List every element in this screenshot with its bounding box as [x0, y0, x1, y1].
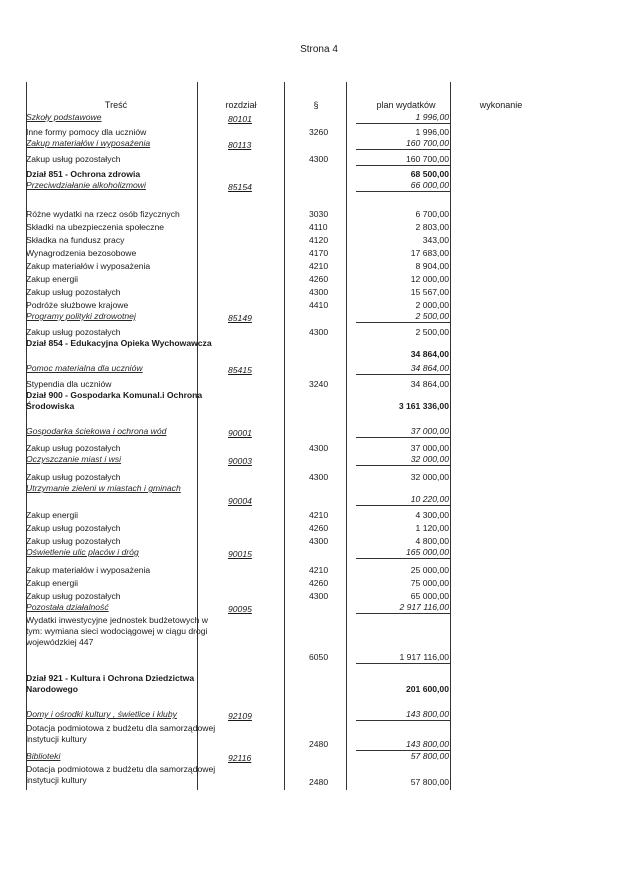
row-description: Stypendia dla uczniów — [26, 379, 112, 389]
row-description: Zakup usług pozostałych — [26, 472, 121, 482]
row-description: Składki na ubezpieczenia społeczne — [26, 222, 165, 232]
row-description: Dział 851 - Ochrona zdrowia — [26, 169, 141, 179]
row-description: Inne formy pomocy dla uczniów — [26, 127, 147, 137]
row-description: Różne wydatki na rzecz osób fizycznych — [26, 209, 180, 219]
row-description: Oświetlenie ulic placów i dróg — [26, 547, 139, 557]
amount-underline — [356, 374, 450, 375]
row-paragraf: 3030 — [309, 209, 329, 219]
row-description: Zakup materiałów i wyposażenia — [26, 138, 151, 148]
amount-underline — [356, 558, 450, 559]
header-rozdzial: rozdział — [225, 100, 257, 110]
row-description: Dział 900 - Gospodarka Komunal.i Ochrona Środowiska — [26, 390, 203, 411]
row-amount: 34 864,00 — [410, 379, 449, 389]
row-paragraf: 4170 — [309, 248, 329, 258]
header-wykonanie: wykonanie — [479, 100, 523, 110]
row-description: Dział 921 - Kultura i Ochrona Dziedzictwa Narodowego — [26, 673, 195, 694]
row-amount: 2 500,00 — [415, 327, 449, 337]
row-amount: 15 567,00 — [410, 287, 449, 297]
expenditure-table — [26, 82, 523, 790]
row-amount: 4 300,00 — [415, 510, 449, 520]
row-rozdzial: 80101 — [228, 114, 252, 124]
row-amount: 34 864,00 — [410, 363, 449, 373]
row-amount: 1 917 116,00 — [399, 652, 449, 662]
row-description: Zakup usług pozostałych — [26, 591, 121, 601]
header-plan: plan wydatków — [376, 100, 436, 110]
row-amount: 1 996,00 — [415, 112, 449, 122]
row-description: Dotacja podmiotowa z budżetu dla samorządowej instytucji kultury — [26, 764, 216, 785]
row-paragraf: 4300 — [309, 443, 329, 453]
row-description: Zakup usług pozostałych — [26, 536, 121, 546]
row-amount: 6 700,00 — [415, 209, 449, 219]
row-description: Pomoc materialna dla uczniów — [26, 363, 143, 373]
row-description: Przeciwdziałanie alkoholizmowi — [26, 180, 146, 190]
row-amount: 65 000,00 — [410, 591, 449, 601]
row-amount: 143 800,00 — [405, 739, 449, 749]
row-description: Podróże służbowe krajowe — [26, 300, 129, 310]
row-paragraf: 4210 — [309, 565, 329, 575]
row-description: Utrzymanie zieleni w miastach i gminach — [26, 483, 181, 493]
row-description: Programy polityki zdrowotnej — [26, 311, 136, 321]
row-amount: 57 800,00 — [410, 751, 449, 761]
header-paragraf: § — [313, 100, 319, 110]
row-paragraf: 6050 — [309, 652, 329, 662]
row-description: Składka na fundusz pracy — [26, 235, 125, 245]
row-paragraf: 4110 — [309, 222, 328, 232]
col-divider — [346, 82, 347, 790]
row-description: Gospodarka ściekowa i ochrona wód — [26, 426, 167, 436]
row-rozdzial: 85154 — [228, 182, 252, 192]
row-description: Domy i ośrodki kultury , świetlice i kluby — [26, 709, 177, 719]
row-description: Szkoły podstawowe — [26, 112, 102, 122]
row-description: Zakup usług pozostałych — [26, 287, 121, 297]
row-amount: 25 000,00 — [410, 565, 449, 575]
row-rozdzial: 90004 — [228, 496, 252, 506]
col-divider — [450, 82, 451, 790]
row-amount: 1 996,00 — [415, 127, 449, 137]
row-rozdzial: 85149 — [228, 313, 252, 323]
row-amount: 3 161 336,00 — [398, 401, 449, 411]
header-tresc: Treść — [104, 100, 128, 110]
row-rozdzial: 85415 — [228, 365, 252, 375]
row-paragraf: 4410 — [309, 300, 329, 310]
row-amount: 12 000,00 — [410, 274, 449, 284]
row-amount: 75 000,00 — [410, 578, 449, 588]
row-paragraf: 4300 — [309, 154, 329, 164]
row-amount: 34 864,00 — [410, 349, 449, 359]
row-description: Zakup usług pozostałych — [26, 327, 121, 337]
row-amount: 165 000,00 — [405, 547, 449, 557]
row-amount: 2 000,00 — [415, 300, 449, 310]
row-paragraf: 4260 — [309, 578, 329, 588]
row-description: Wynagrodzenia bezosobowe — [26, 248, 137, 258]
row-description: Dział 854 - Edukacyjna Opieka Wychowawcza — [26, 338, 212, 348]
row-amount: 17 683,00 — [410, 248, 449, 258]
row-amount: 68 500,00 — [410, 169, 449, 179]
row-description: Biblioteki — [26, 751, 61, 761]
row-paragraf: 4260 — [309, 274, 329, 284]
row-amount: 1 120,00 — [415, 523, 449, 533]
row-rozdzial: 90001 — [228, 428, 252, 438]
row-description: Zakup usług pozostałych — [26, 523, 121, 533]
row-paragraf: 4300 — [309, 472, 329, 482]
row-description: Oczyszczanie miast i wsi — [26, 454, 122, 464]
row-amount: 32 000,00 — [410, 472, 449, 482]
row-rozdzial: 92116 — [228, 753, 252, 763]
row-paragraf: 4300 — [309, 287, 329, 297]
amount-underline — [356, 720, 450, 721]
row-paragraf: 4260 — [309, 523, 329, 533]
row-paragraf: 4210 — [309, 261, 329, 271]
amount-underline — [356, 505, 450, 506]
row-paragraf: 4210 — [309, 510, 329, 520]
row-amount: 160 700,00 — [405, 154, 449, 164]
row-description: Zakup materiałów i wyposażenia — [26, 565, 151, 575]
row-paragraf: 2480 — [309, 739, 329, 749]
row-paragraf: 3260 — [309, 127, 329, 137]
amount-underline — [356, 465, 450, 466]
row-amount: 66 000,00 — [410, 180, 449, 190]
row-description: Dotacja podmiotowa z budżetu dla samorządowej instytucji kultury — [26, 723, 216, 744]
row-rozdzial: 90003 — [228, 456, 252, 466]
row-paragraf: 3240 — [309, 379, 329, 389]
row-description: Zakup energii — [26, 578, 79, 588]
row-description: Wydatki inwestycyjne jednostek budżetowych w tym: wymiana sieci wodociągowej w ciągu drogi wojewódzkiej 447 — [26, 615, 208, 647]
row-description: Pozostała działalność — [26, 602, 109, 612]
row-amount: 57 800,00 — [410, 777, 449, 787]
row-paragraf: 4120 — [309, 235, 329, 245]
row-amount: 37 000,00 — [410, 426, 449, 436]
row-rozdzial: 90015 — [228, 549, 252, 559]
col-divider — [284, 82, 285, 790]
row-rozdzial: 80113 — [228, 140, 252, 150]
page-title: Strona 4 — [300, 44, 338, 55]
row-description: Zakup usług pozostałych — [26, 154, 121, 164]
row-description: Zakup energii — [26, 274, 79, 284]
amount-underline — [356, 191, 450, 192]
row-amount: 2 917 116,00 — [399, 602, 449, 612]
row-amount: 160 700,00 — [405, 138, 449, 148]
amount-underline — [356, 322, 450, 323]
row-paragraf: 4300 — [309, 536, 329, 546]
amount-underline — [356, 123, 450, 124]
row-amount: 4 800,00 — [415, 536, 449, 546]
row-paragraf: 4300 — [309, 591, 329, 601]
row-amount: 343,00 — [422, 235, 449, 245]
row-amount: 32 000,00 — [410, 454, 449, 464]
row-amount: 201 600,00 — [405, 684, 449, 694]
amount-underline — [356, 437, 450, 438]
row-amount: 2 500,00 — [415, 311, 449, 321]
amount-underline — [356, 663, 450, 664]
row-amount: 37 000,00 — [410, 443, 449, 453]
row-amount: 2 803,00 — [415, 222, 449, 232]
row-rozdzial: 92109 — [228, 711, 252, 721]
amount-underline — [356, 149, 450, 150]
row-paragraf: 4300 — [309, 327, 329, 337]
row-description: Zakup energii — [26, 510, 79, 520]
amount-underline — [356, 613, 450, 614]
amount-underline — [356, 165, 450, 166]
row-amount: 10 220,00 — [410, 494, 449, 504]
row-amount: 143 800,00 — [405, 709, 449, 719]
row-description: Zakup usług pozostałych — [26, 443, 121, 453]
row-description: Zakup materiałów i wyposażenia — [26, 261, 151, 271]
row-rozdzial: 90095 — [228, 604, 252, 614]
row-amount: 8 904,00 — [415, 261, 449, 271]
row-paragraf: 2480 — [309, 777, 329, 787]
